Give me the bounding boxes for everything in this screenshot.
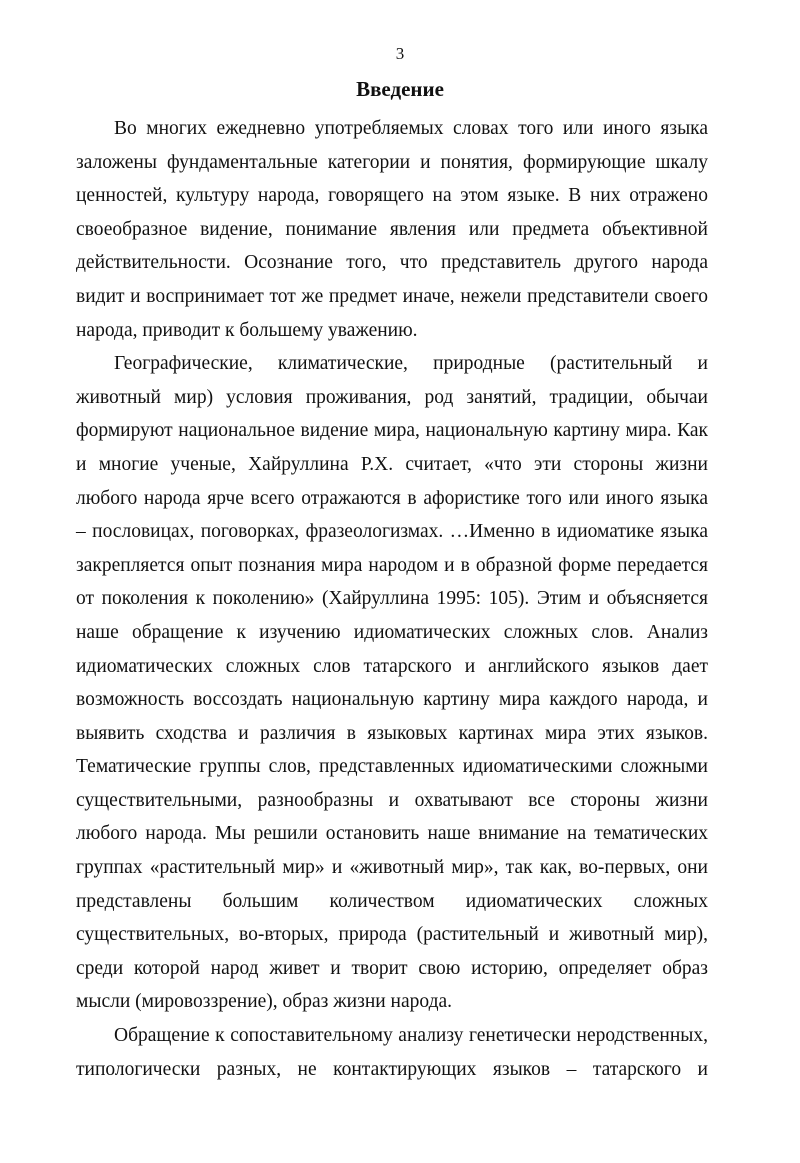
text-line: среди которой народ живет и творит свою историю, определяет образ [76,957,708,979]
text-line: народа, приводит к большему уважению. [76,319,418,341]
text-line: видит и воспринимает тот же предмет иначе, нежели представители своего [76,285,708,307]
text-line: Обращение к сопоставительному анализу генетически неродственных, [114,1025,708,1047]
text-line: выявить сходства и различия в языковых картинах мира этих языков. [76,722,708,744]
body-text [76,112,708,1086]
text-line: мысли (мировоззрение), образ жизни народа. [76,991,453,1013]
text-line: Географические, климатические, природные (растительный и [114,353,708,375]
paragraph [76,347,708,1019]
text-line: группах «растительный мир» и «животный мир», так как, во-первых, они [76,857,708,879]
text-line: Тематические группы слов, представленных идиоматическими сложными [76,756,708,778]
text-line: возможность воссоздать национальную картину мира каждого народа, и [76,689,708,711]
text-line: наше обращение к изучению идиоматических сложных слов. Анализ [76,621,708,643]
text-line: существительными, разнообразны и охватывают все стороны жизни [76,789,708,811]
paragraph [76,1019,708,1086]
text-line: существительных, во-вторых, природа (растительный и животный мир), [76,924,708,946]
text-line: представлены большим количеством идиоматических сложных [76,890,708,912]
text-line: от поколения к поколению» (Хайруллина 1995: 105). Этим и объясняется [76,588,708,610]
text-line: заложены фундаментальные категории и понятия, формирующие шкалу [76,151,708,173]
page-title: Введение [356,77,444,101]
text-line: действительности. Осознание того, что представитель другого народа [76,252,708,274]
text-line: закрепляется опыт познания мира народом и в образной форме передается [76,554,708,576]
text-line: Во многих ежедневно употребляемых словах того или иного языка [114,118,708,139]
text-line: формируют национальное видение мира, национальную картину мира. Как [76,420,708,442]
paragraph [76,112,708,347]
text-line: и многие ученые, Хайруллина Р.Х. считает, «что эти стороны жизни [76,453,708,475]
text-line: животный мир) условия проживания, род занятий, традиции, обычаи [76,386,708,408]
text-line: любого народа. Мы решили остановить наше внимание на тематических [76,823,708,845]
text-line: любого народа ярче всего отражаются в афористике того или иного языка [76,487,708,509]
page-number: 3 [395,44,405,63]
text-line: идиоматических сложных слов татарского и английского языков дает [76,655,708,677]
text-line: типологически разных, не контактирующих языков – татарского и [76,1058,708,1080]
text-line: – пословицах, поговорках, фразеологизмах. …Именно в идиоматике языка [76,521,708,543]
text-line: своеобразное видение, понимание явления или предмета объективной [76,218,708,240]
text-line: ценностей, культуру народа, говорящего на этом языке. В них отражено [76,185,708,207]
